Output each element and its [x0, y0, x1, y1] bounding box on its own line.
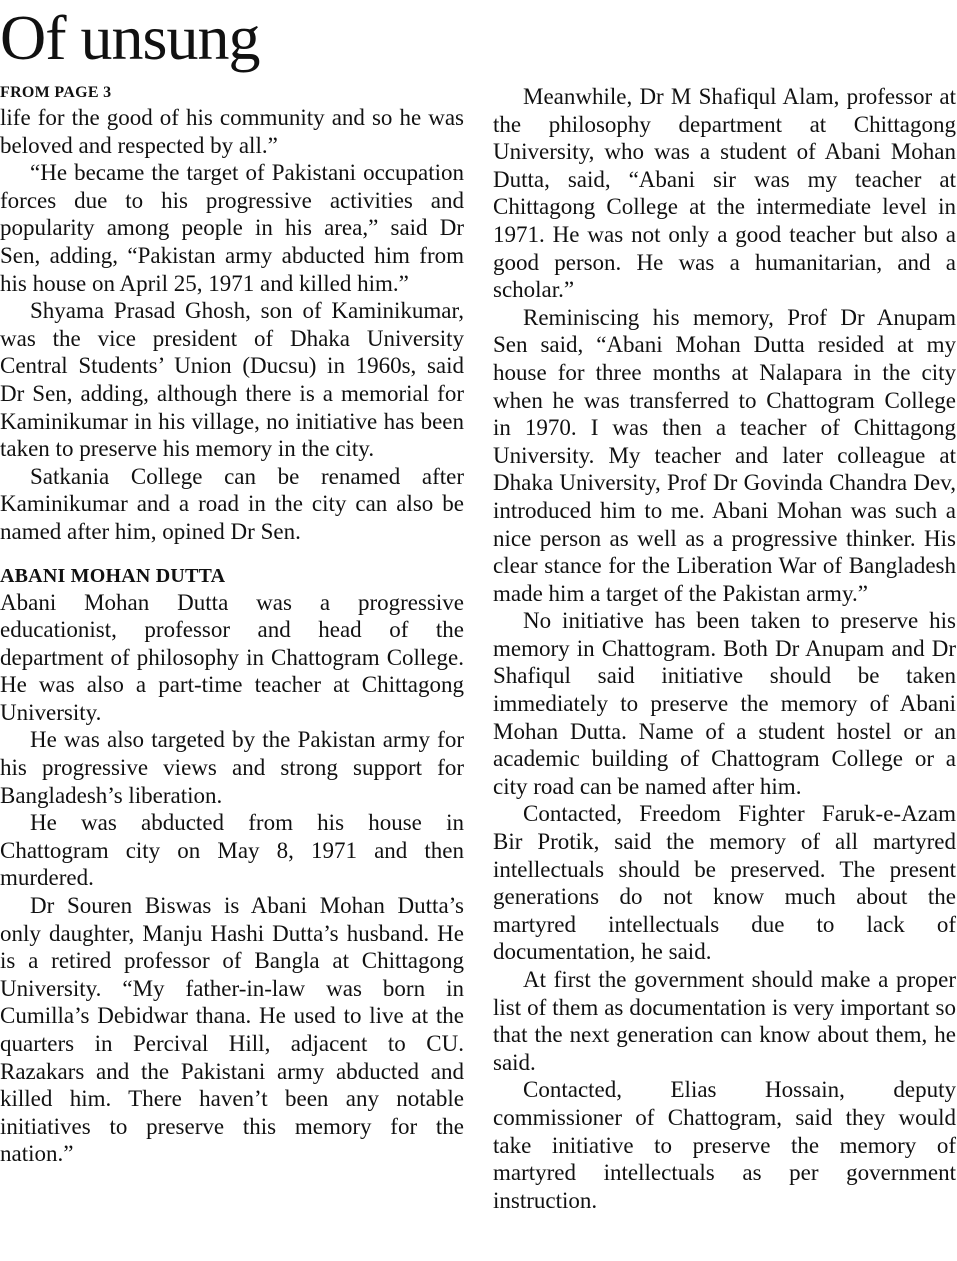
paragraph: Dr Souren Biswas is Abani Mohan Dutta’s only daughter, Manju Hashi Dutta’s husband. He is a retired professor of Bangla at Chittagong University. “My father-in-law was born in Cumilla’s Debidwar thana. He used to live at the quarters in Percival Hill, adjacent to CU. Razakars and the Pakistani army abducted and killed him. There haven’t been any notable initiatives to preserve this memory for the nation.”	[0, 893, 464, 1167]
paragraph: He was abducted from his house in Chattogram city on May 8, 1971 and then murdered.	[0, 810, 464, 891]
paragraph: Abani Mohan Dutta was a progressive educationist, professor and head of the department of philosophy in Chattogram College. He was also a part-time teacher at Chittagong University.	[0, 589, 464, 725]
paragraph: No initiative has been taken to preserve his memory in Chattogram. Both Dr Anupam and Dr Shafiqul said initiative should be taken immediately to preserve the memory of Abani Mohan Dutta. Name of a student hostel or an academic building of Chattogram College or a city road can be named after him.	[493, 608, 956, 799]
paragraph: Contacted, Freedom Fighter Faruk-e-Azam Bir Protik, said the memory of all martyred intellectuals should be preserved. The present generations do not know much about the martyred intellectuals due to lack of documentation, he said.	[493, 801, 956, 965]
paragraph: He was also targeted by the Pakistan army for his progressive views and strong support for Bangladesh’s liberation.	[0, 727, 464, 808]
headline: Of unsung	[0, 2, 260, 73]
paragraph: Shyama Prasad Ghosh, son of Kaminikumar, was the vice president of Dhaka University Central Students’ Union (Ducsu) in 1960s, said Dr Sen, adding, although there is a memorial for Kaminikumar in his village, no initiative has been taken to preserve his memory in the city.	[0, 298, 464, 462]
jump-line: FROM PAGE 3	[0, 84, 112, 101]
paragraph: life for the good of his community and so he was beloved and respected by all.”	[0, 105, 464, 158]
article-column-right	[493, 83, 956, 1214]
paragraph: At first the government should make a proper list of them as documentation is very important so that the next generation can know about them, he said.	[493, 967, 956, 1075]
paragraph: Reminiscing his memory, Prof Dr Anupam Sen said, “Abani Mohan Dutta resided at my house for three months at Nalapara in the city when he was transferred to Chattogram College in 1970. I was then a teacher of Chittagong University. My teacher and later colleague at Dhaka University, Prof Dr Govinda Chandra Dev, introduced him to me. Abani Mohan was such a nice person as well as a progressive thinker. His clear stance for the Liberation War of Bangladesh made him a target of the Pakistan army.”	[493, 304, 956, 606]
article-column-left	[0, 82, 464, 1168]
paragraph: Contacted, Elias Hossain, deputy commissioner of Chattogram, said they would take initiative to preserve the memory of martyred intellectuals as per government instruction.	[493, 1077, 956, 1213]
section-subhead: ABANI MOHAN DUTTA	[0, 564, 226, 587]
paragraph: “He became the target of Pakistani occupation forces due to his progressive activities and popularity among people in his area,” said Dr Sen, adding, “Pakistan army abducted him from his house on April 25, 1971 and killed him.”	[0, 160, 464, 296]
paragraph: Satkania College can be renamed after Kaminikumar and a road in the city can also be named after him, opined Dr Sen.	[0, 463, 464, 544]
paragraph: Meanwhile, Dr M Shafiqul Alam, professor at the philosophy department at Chittagong University, who was a student of Abani Mohan Dutta, said, “Abani sir was my teacher at Chittagong College at the intermediate level in 1971. He was not only a good teacher but also a good person. He was a humanitarian, and a scholar.”	[493, 84, 956, 303]
